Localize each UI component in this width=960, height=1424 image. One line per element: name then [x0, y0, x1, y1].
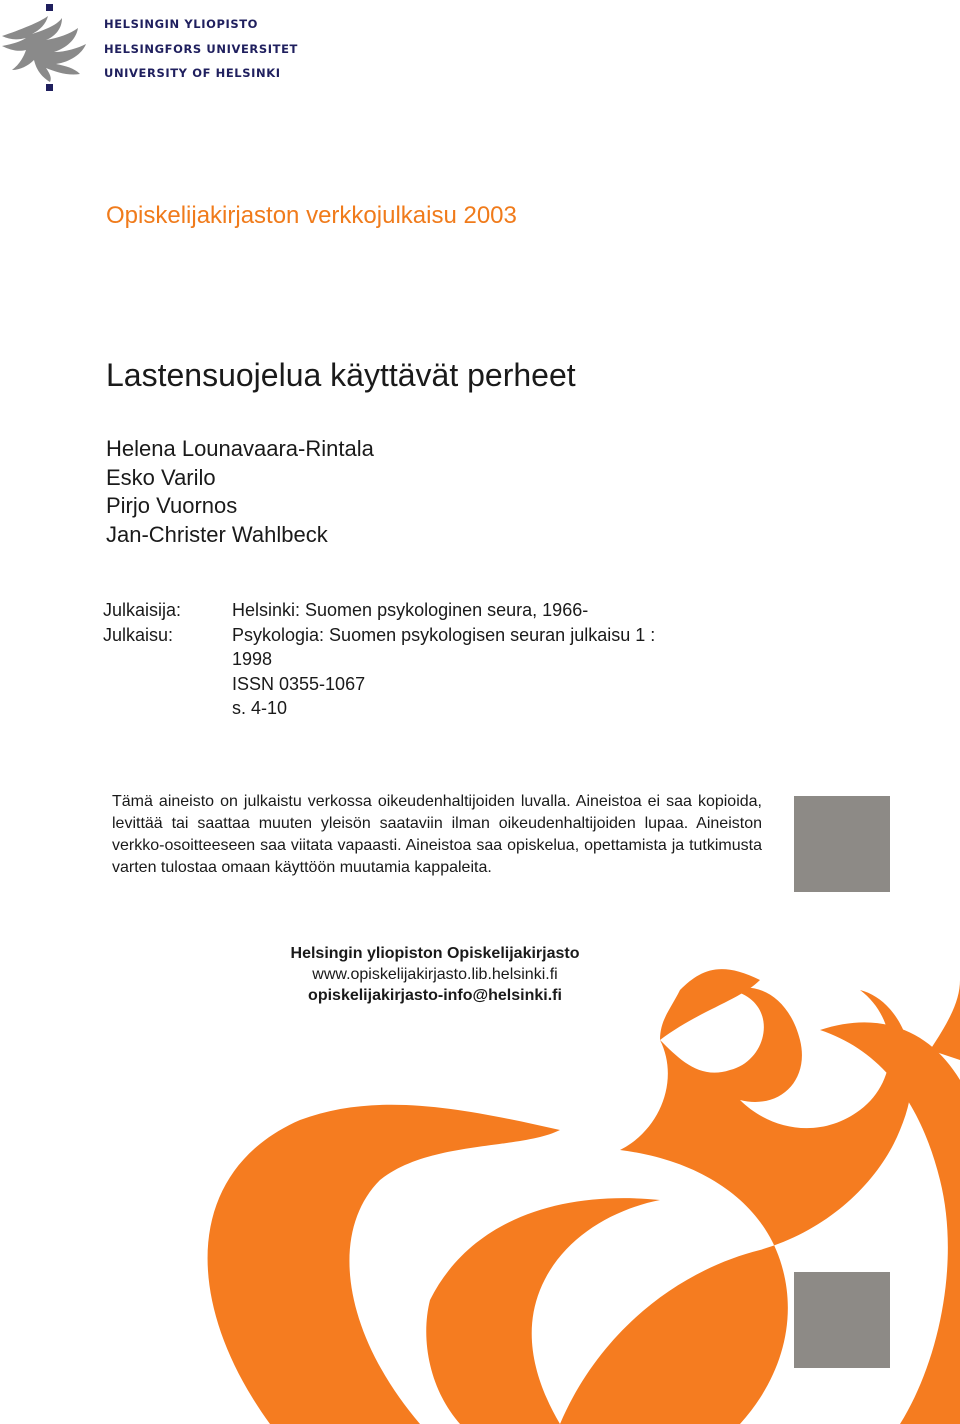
author: Esko Varilo — [106, 464, 216, 490]
issn: ISSN 0355-1067 — [232, 673, 366, 694]
author: Pirjo Vuornos — [106, 493, 238, 518]
gray-square — [794, 1272, 890, 1368]
author: Jan-Christer Wahlbeck — [106, 521, 328, 547]
publication-value: Psykologia: Suomen psykologisen seuran julkaisu 1 : — [232, 624, 656, 645]
series-title: Opiskelijakirjaston verkkojulkaisu 2003 — [106, 202, 517, 229]
flame-logo-icon — [0, 0, 100, 100]
publisher-block — [270, 943, 600, 1006]
page-range: s. 4-10 — [232, 698, 288, 718]
gray-square — [794, 796, 890, 892]
library-email[interactable]: opiskelijakirjasto-info@helsinki.fi — [308, 987, 562, 1004]
library-url[interactable]: www.opiskelijakirjasto.lib.helsinki.fi — [312, 966, 558, 983]
logo-line-en: UNIVERSITY OF HELSINKI — [104, 66, 281, 80]
author-list — [106, 435, 374, 549]
logo-line-fi: HELSINGIN YLIOPISTO — [104, 17, 259, 31]
publication-label: Julkaisu: — [103, 624, 174, 645]
publication-year: 1998 — [232, 649, 273, 669]
library-name: Helsingin yliopiston Opiskelijakirjasto — [290, 945, 580, 962]
university-logo-text — [104, 17, 298, 91]
author: Helena Lounavaara-Rintala — [106, 436, 374, 461]
logo-line-sv: HELSINGFORS UNIVERSITET — [104, 41, 298, 56]
publisher-value: Helsinki: Suomen psykologinen seura, 1966- — [232, 600, 589, 620]
copyright-notice: Tämä aineisto on julkaistu verkossa oikeudenhaltijoiden luvalla. Aineistoa ei saa kopioida, levittää tai saattaa muuten yleisön saataviin ilman oikeudenhaltijoiden lupaa. Aineiston verkko-osoitteeseen saa viitata vapaasti. Aineistoa saa opiskelua, opettamista ja tutkimusta varten tulostaa omaan käyttöön muutamia kappaleita. — [112, 793, 762, 876]
document-title: Lastensuojelua käyttävät perheet — [106, 357, 576, 393]
publisher-label: Julkaisija: — [103, 600, 182, 620]
